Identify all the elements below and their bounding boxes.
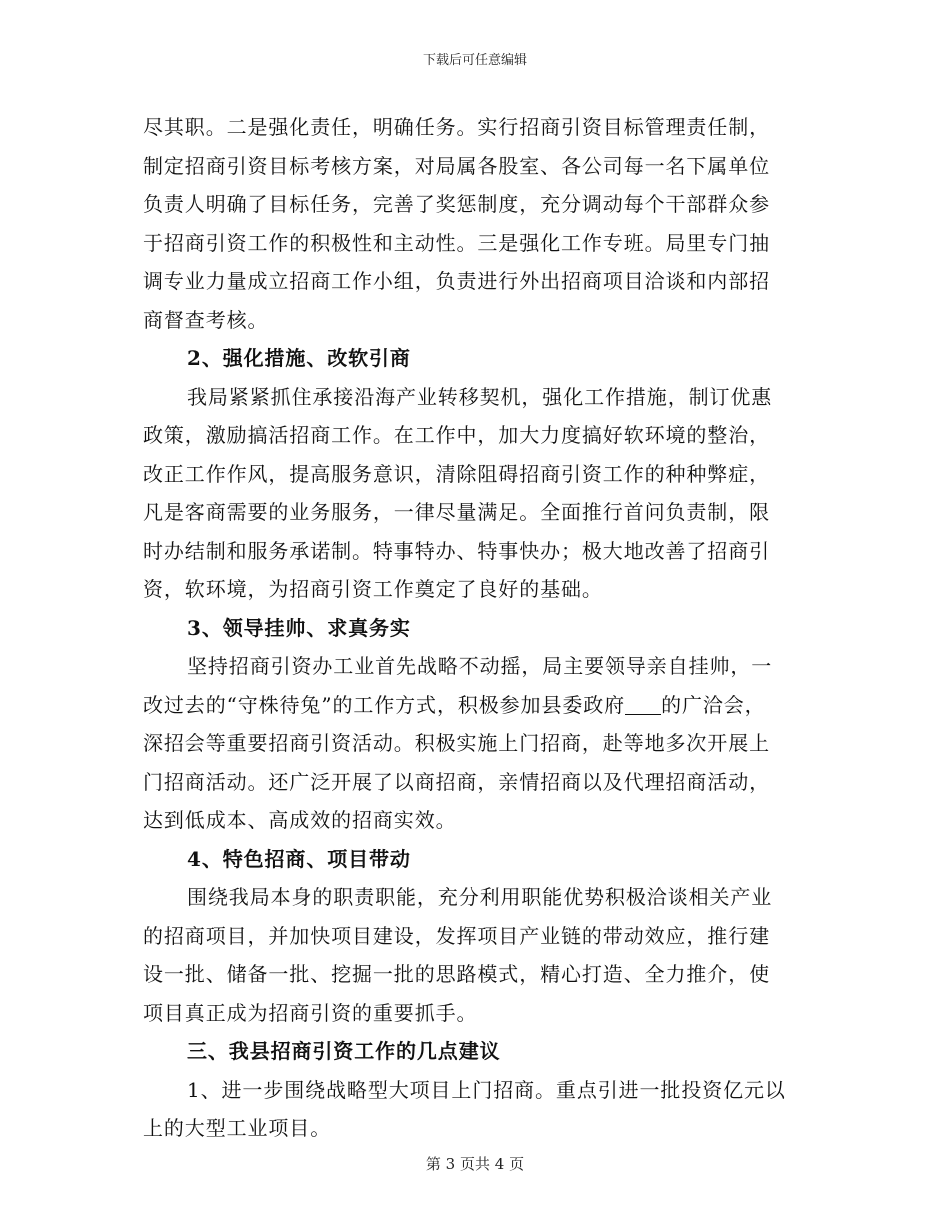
text-line: 改正工作作风，提高服务意识，清除阻碍招商引资工作的种种弊症， [143,461,770,486]
text-line: 达到低成本、高成效的招商实效。 [143,808,457,832]
section-heading: 三、我县招商引资工作的几点建议 [187,1039,501,1063]
paragraph [143,647,808,840]
text-line: 我局紧紧抓住承接沿海产业转移契机，强化工作措施，制订优惠 [187,384,773,409]
section-heading: 3、领导挂帅、求真务实 [187,615,411,640]
page-footer: 第 3 页共 4 页 [425,1155,525,1173]
text-line: 坚持招商引资办工业首先战略不动摇，局主要领导亲自挂帅，一 [187,654,773,678]
text-line: 制定招商引资目标考核方案，对局属各股室、各公司每一名下属单位 [143,153,770,178]
text-line: 上的大型工业项目。 [143,1116,332,1140]
text-line: 深招会等重要招商引资活动。积极实施上门招商，赴等地多次开展上 [143,731,770,755]
text-line: 资，软环境，为招商引资工作奠定了良好的基础。 [143,577,603,601]
blank-underline [625,713,661,715]
paragraph [143,378,808,609]
text-line: 1、进一步围绕战略型大项目上门招商。重点引进一批投资亿元以 [187,1077,786,1102]
paragraph [143,108,808,339]
text-line: 商督查考核。 [143,307,269,332]
text-line [143,686,808,725]
page-header: 下载后可任意编辑 [422,53,527,68]
section-heading: 4、特色招商、项目带动 [187,846,411,871]
text-segment: 改过去的“守株待兔”的工作方式，积极参加县委政府 [143,692,626,717]
section-heading: 2、强化措施、改软引商 [187,346,411,370]
text-line: 负责人明确了目标任务，完善了奖惩制度，充分调动每个干部群众参 [143,192,770,216]
document-body [143,108,808,1148]
text-line: 门招商活动。还广泛开展了以商招商，亲情招商以及代理招商活动， [143,769,770,794]
text-segment: 的广洽会， [661,692,766,717]
text-line: 时办结制和服务承诺制。特事特办、特事快办；极大地改善了招商引 [143,538,770,563]
text-line: 围绕我局本身的职责职能，充分利用职能优势积极洽谈相关产业 [187,885,773,909]
text-line: 凡是客商需要的业务服务，一律尽量满足。全面推行首问负责制，限 [143,500,770,524]
text-line: 于招商引资工作的积极性和主动性。三是强化工作专班。局里专门抽 [143,230,770,255]
text-line: 项目真正成为招商引资的重要抓手。 [143,1000,478,1025]
text-line: 设一批、储备一批、挖掘一批的思路模式，精心打造、全力推介，使 [143,962,770,986]
text-line: 的招商项目，并加快项目建设，发挥项目产业链的带动效应，推行建 [143,923,770,948]
text-line: 政策，激励搞活招商工作。在工作中，加大力度搞好软环境的整治， [143,423,770,447]
paragraph [143,1071,808,1148]
text-line: 调专业力量成立招商工作小组，负责进行外出招商项目洽谈和内部招 [143,269,770,293]
text-line: 尽其职。二是强化责任，明确任务。实行招商引资目标管理责任制， [143,115,770,139]
paragraph [143,878,808,1032]
